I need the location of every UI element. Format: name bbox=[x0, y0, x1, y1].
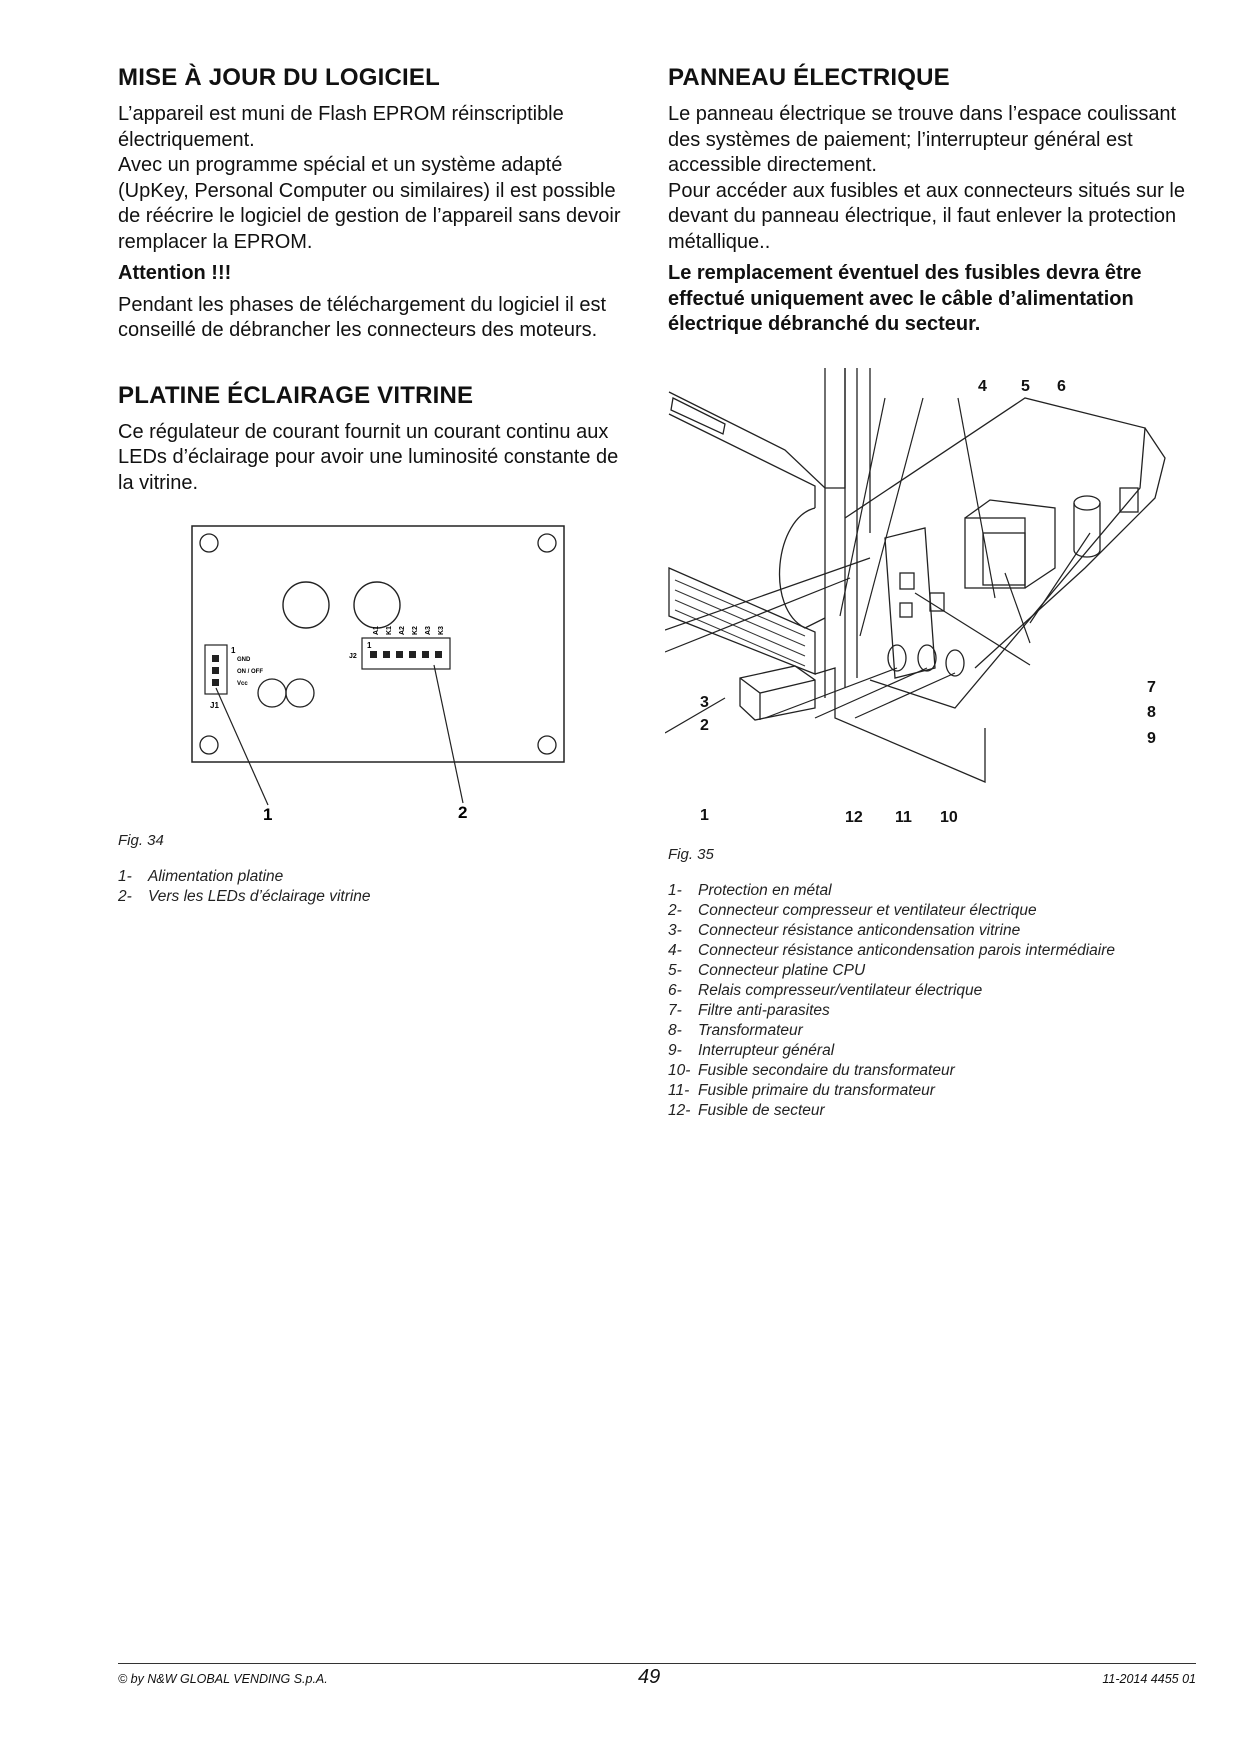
pin-label-k2: K2 bbox=[412, 626, 419, 635]
pin-label-a1: A1 bbox=[373, 626, 380, 635]
legend-item bbox=[668, 901, 1196, 921]
leader-line bbox=[665, 698, 725, 733]
section-title-software-update: MISE À JOUR DU LOGICIEL bbox=[118, 64, 440, 91]
metal-protection bbox=[740, 666, 815, 720]
fuse bbox=[918, 645, 936, 671]
gnd-label: GND bbox=[237, 657, 251, 663]
callout-6: 6 bbox=[1057, 378, 1066, 395]
legend-text: Connecteur résistance anticondensation vitrine bbox=[698, 921, 1021, 939]
legend-item bbox=[668, 941, 1196, 961]
pin-label-k1: K1 bbox=[386, 626, 393, 635]
legend-text: Alimentation platine bbox=[148, 867, 284, 885]
legend-item bbox=[668, 1001, 1196, 1021]
warning-text: Le remplacement éventuel des fusibles devra être effectué uniquement avec le câble d’alimentation électrique débranché du secteur. bbox=[668, 262, 1142, 335]
legend-number: 2- bbox=[668, 901, 682, 919]
legend-number: 8- bbox=[668, 1021, 682, 1039]
callout-7: 7 bbox=[1147, 679, 1156, 696]
callout-4: 4 bbox=[978, 378, 987, 395]
legend-item bbox=[118, 867, 638, 887]
j2-label: J2 bbox=[349, 653, 357, 660]
legend-text: Transformateur bbox=[698, 1021, 803, 1039]
paragraph: Pendant les phases de téléchargement du logiciel il est conseillé de débrancher les connecteurs des moteurs. bbox=[118, 293, 607, 341]
callout-10: 10 bbox=[940, 809, 958, 826]
pin-one-label: 1 bbox=[231, 646, 236, 655]
right-column bbox=[668, 62, 1196, 338]
leader-line bbox=[1005, 573, 1030, 643]
figure-35-diagram bbox=[665, 368, 1195, 838]
paragraph: Pour accéder aux fusibles et aux connecteurs situés sur le devant du panneau électrique, il faut enlever la protection métallique.. bbox=[668, 179, 1185, 253]
onoff-label: ON / OFF bbox=[237, 669, 263, 675]
pin-one-label: 1 bbox=[367, 641, 372, 650]
callout-9: 9 bbox=[1147, 730, 1156, 747]
legend-item bbox=[118, 887, 638, 907]
legend-item bbox=[668, 1101, 1196, 1121]
transformer-core bbox=[983, 533, 1025, 585]
leader-line bbox=[840, 398, 885, 616]
legend-number: 10- bbox=[668, 1061, 691, 1079]
pin bbox=[396, 651, 403, 658]
paragraph: Ce régulateur de courant fournit un courant continu aux LEDs d’éclairage pour avoir une luminosité constante de la vitrine. bbox=[118, 420, 619, 494]
figure-34-diagram bbox=[118, 520, 638, 830]
legend-item bbox=[668, 1061, 1196, 1081]
transformer bbox=[965, 500, 1055, 588]
legend-item bbox=[668, 1041, 1196, 1061]
legend-text: Fusible secondaire du transformateur bbox=[698, 1061, 955, 1079]
legend-text: Interrupteur général bbox=[698, 1041, 835, 1059]
legend-number: 1- bbox=[118, 867, 132, 885]
legend-text: Vers les LEDs d’éclairage vitrine bbox=[148, 887, 371, 905]
pin bbox=[435, 651, 442, 658]
callout-3: 3 bbox=[700, 694, 709, 711]
leader-line bbox=[665, 578, 850, 652]
legend-number: 7- bbox=[668, 1001, 682, 1019]
connector bbox=[900, 603, 912, 617]
pin bbox=[409, 651, 416, 658]
fuse bbox=[946, 650, 964, 676]
pin bbox=[212, 679, 219, 686]
legend-item bbox=[668, 921, 1196, 941]
pin bbox=[422, 651, 429, 658]
section-title-electrical-panel: PANNEAU ÉLECTRIQUE bbox=[668, 64, 950, 91]
section-title-showcase-lighting: PLATINE ÉCLAIRAGE VITRINE bbox=[118, 381, 474, 409]
leader-line bbox=[855, 673, 955, 718]
document-code: 11-2014 4455 01 bbox=[1102, 1672, 1196, 1686]
connector bbox=[930, 593, 944, 611]
pin bbox=[383, 651, 390, 658]
legend-text: Connecteur résistance anticondensation parois intermédiaire bbox=[698, 941, 1116, 959]
pin-label-a2: A2 bbox=[399, 626, 406, 635]
legend-text: Relais compresseur/ventilateur électrique bbox=[698, 981, 983, 999]
legend-number: 5- bbox=[668, 961, 682, 979]
legend-text: Filtre anti-parasites bbox=[698, 1001, 830, 1019]
paragraph: L’appareil est muni de Flash EPROM réinscriptible électriquement. bbox=[118, 103, 564, 151]
legend-number: 3- bbox=[668, 921, 682, 939]
machine-outline bbox=[825, 368, 870, 698]
legend-text: Protection en métal bbox=[698, 881, 832, 899]
legend-text: Connecteur compresseur et ventilateur électrique bbox=[698, 901, 1037, 919]
page-footer bbox=[118, 1666, 1196, 1690]
callout-1: 1 bbox=[700, 807, 709, 824]
legend-item bbox=[668, 1081, 1196, 1101]
attention-label: Attention !!! bbox=[118, 262, 232, 284]
legend-text: Connecteur platine CPU bbox=[698, 961, 866, 979]
pin bbox=[212, 667, 219, 674]
machine-outline bbox=[669, 368, 845, 508]
pin bbox=[212, 655, 219, 662]
figure-34-caption-block bbox=[118, 828, 638, 907]
figure-35-legend bbox=[668, 881, 1196, 1121]
paragraph: Le panneau électrique se trouve dans l’espace coulissant des systèmes de paiement; l’interrupteur général est accessible directement. bbox=[668, 103, 1177, 176]
callout-11: 11 bbox=[895, 809, 912, 826]
callout-5: 5 bbox=[1021, 378, 1030, 395]
legend-number: 2- bbox=[118, 887, 132, 905]
legend-number: 1- bbox=[668, 881, 682, 899]
legend-item bbox=[668, 1021, 1196, 1041]
page-number: 49 bbox=[638, 1666, 661, 1688]
callout-8: 8 bbox=[1147, 704, 1156, 721]
left-column bbox=[118, 62, 638, 496]
legend-number: 6- bbox=[668, 981, 682, 999]
connector bbox=[900, 573, 914, 589]
anti-parasite-filter bbox=[1074, 503, 1100, 557]
machine-outline bbox=[975, 428, 1165, 668]
leader-line bbox=[665, 558, 870, 630]
legend-number: 12- bbox=[668, 1101, 691, 1119]
j1-label: J1 bbox=[210, 701, 219, 710]
vent-grille bbox=[675, 580, 805, 666]
callout-2: 2 bbox=[700, 717, 709, 734]
legend-text: Fusible de secteur bbox=[698, 1101, 825, 1119]
legend-number: 9- bbox=[668, 1041, 682, 1059]
footer-divider bbox=[118, 1663, 1196, 1664]
anti-parasite-filter bbox=[1074, 496, 1100, 510]
copyright-text: © by N&W GLOBAL VENDING S.p.A. bbox=[118, 1672, 328, 1686]
callout-1: 1 bbox=[263, 805, 273, 824]
legend-number: 4- bbox=[668, 941, 682, 959]
transformer bbox=[965, 518, 1025, 588]
pin-label-a3: A3 bbox=[425, 626, 432, 635]
callout-2: 2 bbox=[458, 803, 468, 822]
paragraph: Avec un programme spécial et un système adapté (UpKey, Personal Computer ou similaires) il est possible de réécrire le logiciel de gestion de l’appareil sans devoir remplacer la EPROM. bbox=[118, 154, 621, 253]
machine-outline bbox=[815, 668, 985, 782]
vcc-label: Vcc bbox=[237, 681, 248, 687]
figure-caption: Fig. 35 bbox=[668, 846, 714, 863]
legend-item bbox=[668, 961, 1196, 981]
leader-line bbox=[958, 398, 995, 598]
figure-35-caption-block bbox=[668, 842, 1196, 1121]
figure-34-legend bbox=[118, 867, 638, 907]
pin bbox=[370, 651, 377, 658]
machine-outline bbox=[780, 508, 825, 628]
legend-item bbox=[668, 981, 1196, 1001]
legend-item bbox=[668, 881, 1196, 901]
pin-label-k3: K3 bbox=[438, 626, 445, 635]
fuse bbox=[888, 645, 906, 671]
legend-number: 11- bbox=[668, 1081, 690, 1099]
figure-caption: Fig. 34 bbox=[118, 832, 164, 849]
callout-12: 12 bbox=[845, 809, 863, 826]
legend-text: Fusible primaire du transformateur bbox=[698, 1081, 935, 1099]
